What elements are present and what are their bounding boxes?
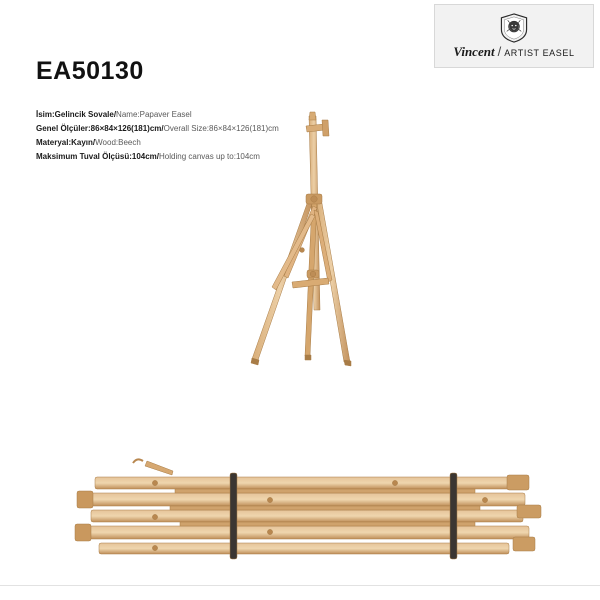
folded-easel-illustration [55,455,545,570]
brand-separator: / [497,43,502,59]
spec-label-tr: Genel Ölçüler:86×84×126(181)cm/ [36,124,164,133]
brand-name: Vincent [453,43,495,59]
brand-logo-box [434,4,594,68]
spec-label-tr: Maksimum Tuval Ölçüsü:104cm/ [36,152,160,161]
lion-crest-shield-icon [499,13,529,43]
brand-logo-inner [435,5,593,67]
spec-label-en: Overall Size:86×84×126(181)cm [163,124,279,133]
brand-wordmark [453,44,574,60]
product-code: EA50130 [36,57,144,85]
spec-label-en: Name:Papaver Easel [116,110,192,119]
spec-label-tr: Materyal:Kayın/ [36,138,96,147]
spec-label-en: Wood:Beech [95,138,141,147]
brand-tagline: ARTIST EASEL [504,47,575,58]
spec-label-tr: İsim:Gelincik Sovale/ [36,110,117,119]
footer-divider [0,585,600,586]
standing-easel-illustration [210,110,410,380]
spec-label-en: Holding canvas up to:104cm [159,152,260,161]
